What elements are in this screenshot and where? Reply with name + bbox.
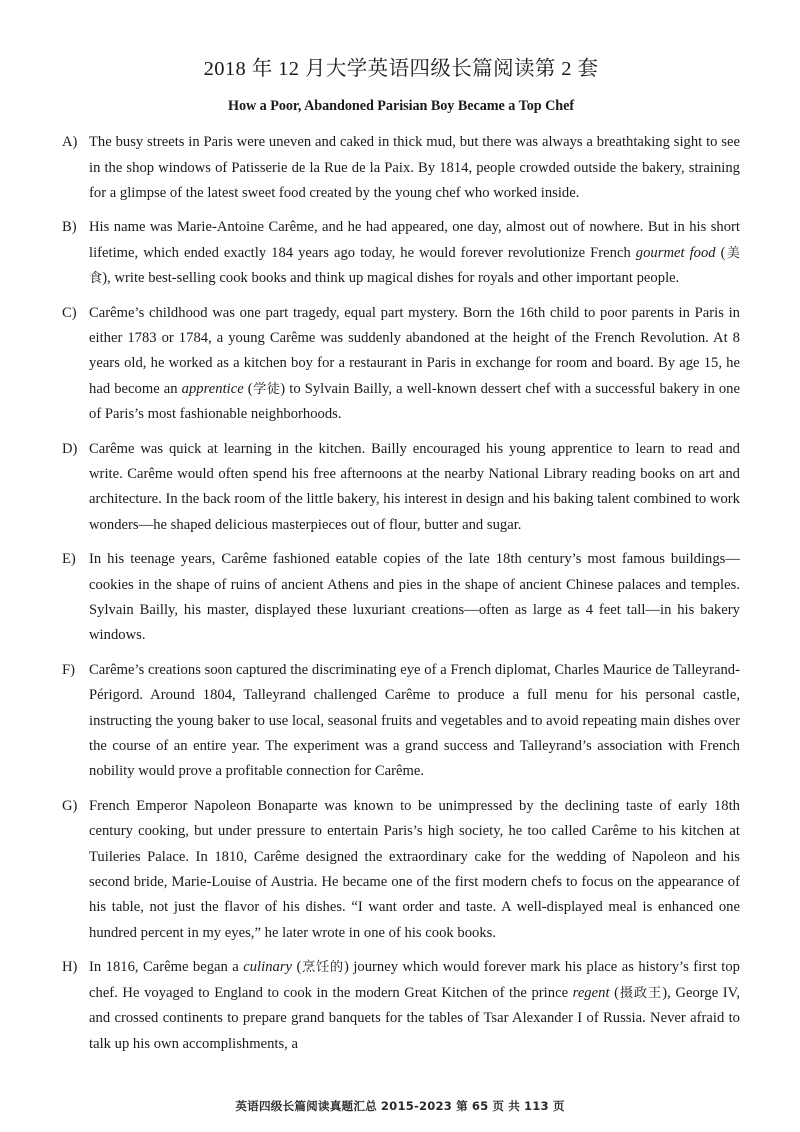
text-run: Carême’s childhood was one part tragedy, equal part mystery. Born the 16th child to poor parents in Paris in either 1783 or 1784, a young Carême was suddenly abandoned at the height of the French Revolution. At 8 years old, he worked as a kitchen boy for a restaurant in Paris in exchange for room and board. By age 15, he had become an xyxy=(89,304,740,397)
paragraph-marker: E) xyxy=(62,551,76,568)
article-paragraph xyxy=(62,547,740,649)
article-paragraph xyxy=(62,658,740,785)
article-subtitle: How a Poor, Abandoned Parisian Boy Became a Top Chef xyxy=(227,97,575,114)
article-paragraph xyxy=(62,437,740,539)
article-paragraph xyxy=(62,955,740,1057)
article-body xyxy=(62,130,740,1057)
text-run: ( xyxy=(609,984,619,1001)
paragraph-text: The busy streets in Paris were uneven and caked in thick mud, but there was always a breathtaking sight to see in the shop windows of Patisserie de la Rue de la Paix. By 1814, people crowded outside the bakery, straining for a glimpse of the latest sweet food created by the young chef who worked inside. xyxy=(89,134,740,201)
chinese-gloss: 学徒 xyxy=(252,381,281,397)
italic-term: gourmet food xyxy=(635,244,716,261)
chinese-gloss: 摄政王 xyxy=(619,985,663,1001)
text-run: ) journey which would forever mark his place as history’s first top chef. He voyaged to England to cook in the modern Great Kitchen of the prince xyxy=(89,959,740,1001)
page-footer xyxy=(0,1098,800,1114)
text-run: ( xyxy=(715,244,726,261)
paragraph-text xyxy=(89,955,740,1057)
paragraph-marker: D) xyxy=(62,440,78,457)
footer-year-range: 2015-2023 xyxy=(380,1099,453,1113)
footer-source: 英语四级长篇阅读真题汇总 xyxy=(235,1099,377,1113)
paragraph-text: In his teenage years, Carême fashioned eatable copies of the late 18th century’s most famous buildings—cookies in the shape of ruins of ancient Athens and pies in the shape of ancient Chinese palaces and temples. Sylvain Bailly, his master, displayed these luxuriant creations—often as large as 4 feet tall—in his bakery windows. xyxy=(89,551,740,644)
footer-total-unit: 页 xyxy=(552,1099,565,1113)
article-paragraph xyxy=(62,301,740,428)
text-run: ( xyxy=(292,959,302,976)
paragraph-text: Carême was quick at learning in the kitchen. Bailly encouraged his young apprentice to learn to read and write. Carême would often spend his free afternoons at the nearby National Library reading books on art and architecture. In the back room of the little bakery, his interest in design and his baking talent combined to work wonders—he shaped delicious masterpieces out of flour, butter and sugar. xyxy=(89,440,740,533)
page-title: 2018 年 12 月大学英语四级长篇阅读第 2 套 xyxy=(203,58,599,80)
italic-term: apprentice xyxy=(181,380,244,397)
chinese-gloss: 美食 xyxy=(89,245,740,287)
paragraph-text: Carême’s creations soon captured the discriminating eye of a French diplomat, Charles Maurice de Talleyrand-Périgord. Around 1804, Talleyrand challenged Carême to produce a full menu for his personal castle, instructing the young baker to use local, seasonal fruits and vegetables and to avoid repeating main dishes over the course of an entire year. The experiment was a grand success and Talleyrand’s association with French nobility would prove a profitable connection for Carême. xyxy=(89,661,740,780)
paragraph-text: French Emperor Napoleon Bonaparte was known to be unimpressed by the declining taste of early 18th century cooking, but under pressure to entertain Paris’s high society, he too called Carême to his kitchen at Tuileries Palace. In 1810, Carême designed the extraordinary cake for the wedding of Napoleon and his second bride, Marie-Louise of Austria. He became one of the first modern chefs to focus on the appearance of his table, not just the flavor of his dishes. “I want order and taste. A well-displayed meal is enhanced one hundred percent in my eyes,” he later wrote in one of his cook books. xyxy=(89,797,740,941)
chinese-gloss: 烹饪的 xyxy=(301,960,345,976)
paragraph-marker: F) xyxy=(62,661,76,678)
paragraph-text xyxy=(89,215,740,291)
text-run: His name was Marie-Antoine Carême, and he had appeared, one day, almost out of nowhere. But in his short lifetime, which ended exactly 184 years ago today, he would forever revolutionize French xyxy=(89,219,740,261)
text-run: ( xyxy=(243,380,253,397)
article-paragraph xyxy=(62,215,740,291)
text-run: In 1816, Carême began a xyxy=(89,959,244,976)
paragraph-marker: A) xyxy=(62,134,78,151)
paragraph-marker: B) xyxy=(62,219,77,236)
footer-page-unit: 页 xyxy=(492,1099,505,1113)
paragraph-marker: C) xyxy=(62,304,77,321)
paragraph-text xyxy=(89,301,740,428)
italic-term: culinary xyxy=(243,959,293,976)
text-run: ), write best-selling cook books and think up magical dishes for royals and other important people. xyxy=(102,270,680,287)
paragraph-marker: H) xyxy=(62,959,78,976)
article-paragraph xyxy=(62,794,740,946)
footer-total-prefix: 共 xyxy=(508,1099,520,1113)
italic-term: regent xyxy=(572,984,610,1001)
paragraph-marker: G) xyxy=(62,797,78,814)
footer-page-prefix: 第 xyxy=(456,1099,468,1113)
article-paragraph xyxy=(62,130,740,206)
text-run: ) to Sylvain Bailly, a well-known dessert chef with a successful bakery in one of Paris’s most fashionable neighborhoods. xyxy=(89,380,740,423)
footer-total-pages: 113 xyxy=(524,1099,549,1113)
footer-page-number: 65 xyxy=(471,1099,489,1113)
text-run: ), George IV, and crossed continents to prepare grand banquets for the tables of Tsar Alexander I of Russia. Never afraid to talk up his own accomplishments, a xyxy=(89,984,740,1052)
